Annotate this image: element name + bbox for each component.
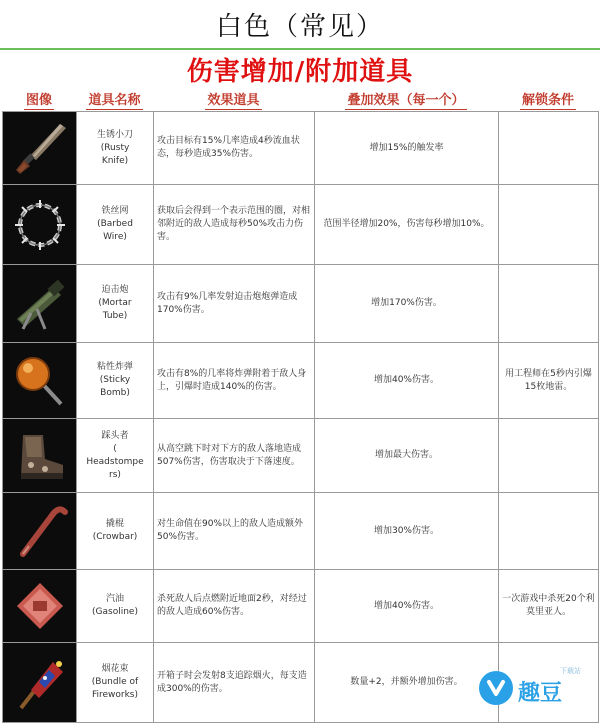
table-row xyxy=(3,493,599,570)
table-row xyxy=(3,343,599,419)
table-row xyxy=(3,112,599,185)
item-effect: 攻击目标有15%几率造成4秒流血状态，每秒造成35%伤害。 xyxy=(154,112,315,185)
item-stack: 增加40%伤害。 xyxy=(315,570,499,643)
item-effect: 对生命值在90%以上的敌人造成额外50%伤害。 xyxy=(154,493,315,570)
item-unlock xyxy=(499,185,599,265)
header-name: 道具名称 xyxy=(88,92,141,108)
item-unlock xyxy=(499,493,599,570)
header-unlock: 解锁条件 xyxy=(521,92,574,108)
section-title: 伤害增加/附加道具 xyxy=(186,56,414,87)
item-stack: 数量+2，并额外增加伤害。 xyxy=(315,643,499,723)
sticky-bomb-icon xyxy=(9,350,71,412)
item-name: 铁丝网 (Barbed Wire) xyxy=(77,185,154,265)
crowbar-icon xyxy=(9,500,71,562)
table-row xyxy=(3,265,599,343)
table-row xyxy=(3,185,599,265)
item-stack: 增加最大伤害。 xyxy=(315,419,499,493)
watermark-brand: 趣豆 xyxy=(518,681,563,706)
item-stack: 增加40%伤害。 xyxy=(315,343,499,419)
item-stack: 增加170%伤害。 xyxy=(315,265,499,343)
item-image xyxy=(3,419,77,493)
item-name: 撬棍 (Crowbar) xyxy=(77,493,154,570)
item-image xyxy=(3,570,77,643)
item-name: 生锈小刀 (Rusty Knife) xyxy=(77,112,154,185)
item-effect: 杀死敌人后点燃附近地面2秒，对经过的敌人造成60%伤害。 xyxy=(154,570,315,643)
site-watermark-logo xyxy=(476,664,588,708)
item-effect: 攻击有9%几率发射迫击炮炮弹造成170%伤害。 xyxy=(154,265,315,343)
item-effect: 攻击有8%的几率将炸弹附着于敌人身上，引爆时造成140%的伤害。 xyxy=(154,343,315,419)
item-unlock xyxy=(499,265,599,343)
headstompers-icon xyxy=(9,425,71,487)
watermark-small-text: 下载站 xyxy=(560,667,581,675)
item-stack: 增加15%的触发率 xyxy=(315,112,499,185)
items-table xyxy=(2,111,599,723)
bundle-of-fireworks-icon xyxy=(9,652,71,714)
item-unlock xyxy=(499,419,599,493)
gasoline-icon xyxy=(9,575,71,637)
rusty-knife-icon xyxy=(10,118,70,178)
item-name: 烟花束 (Bundle of Fireworks) xyxy=(77,643,154,723)
item-stack: 增加30%伤害。 xyxy=(315,493,499,570)
section-title-bar xyxy=(0,48,600,90)
item-effect: 获取后会得到一个表示范围的圈，对相邻附近的敌人造成每秒50%攻击力伤害。 xyxy=(154,185,315,265)
item-effect: 从高空跳下时对下方的敌人落地造成507%伤害，伤害取决于下落速度。 xyxy=(154,419,315,493)
header-stack: 叠加效果（每一个） xyxy=(347,92,465,108)
page-title-bar xyxy=(0,0,600,50)
header-image: 图像 xyxy=(25,92,52,108)
item-effect: 开箱子时会发射8支追踪烟火，每支造成300%的伤害。 xyxy=(154,643,315,723)
page-title: 白色（常见） xyxy=(215,11,384,42)
item-image xyxy=(3,343,77,419)
item-name: 粘性炸弹 (Sticky Bomb) xyxy=(77,343,154,419)
item-unlock xyxy=(499,112,599,185)
item-image xyxy=(3,493,77,570)
table-row xyxy=(3,570,599,643)
header-effect: 效果道具 xyxy=(207,92,260,108)
table-row xyxy=(3,419,599,493)
mortar-tube-icon xyxy=(9,273,71,335)
item-image xyxy=(3,265,77,343)
item-image xyxy=(3,185,77,265)
item-name: 迫击炮 (Mortar Tube) xyxy=(77,265,154,343)
barbed-wire-icon xyxy=(9,194,71,256)
item-image xyxy=(3,643,77,723)
item-name: 汽油 (Gasoline) xyxy=(77,570,154,643)
item-stack: 范围半径增加20%，伤害每秒增加10%。 xyxy=(315,185,499,265)
item-unlock: 一次游戏中杀死20个利莫里亚人。 xyxy=(499,570,599,643)
item-image xyxy=(3,112,77,185)
item-name: 踩头者 ( Headstompe rs) xyxy=(77,419,154,493)
item-unlock: 用工程师在5秒内引爆15枚地雷。 xyxy=(499,343,599,419)
